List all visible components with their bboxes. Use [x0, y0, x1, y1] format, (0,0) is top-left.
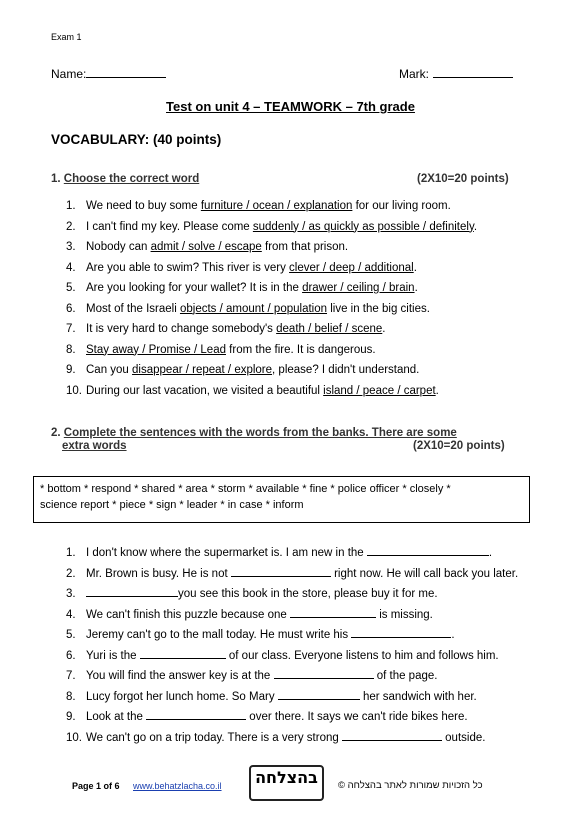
item-text-before: During our last vacation, we visited a beautiful — [86, 384, 324, 397]
word-bank — [33, 476, 530, 523]
list-item — [66, 280, 477, 301]
section2-list — [66, 543, 518, 748]
section1-points: (2X10=20 points) — [417, 173, 509, 185]
section1-title — [51, 173, 199, 185]
site-logo — [249, 765, 324, 801]
item-text-after: outside. — [441, 731, 486, 744]
answer-blank[interactable] — [278, 687, 360, 700]
item-number: 3. — [66, 588, 76, 600]
section2-title-line1: Complete the sentences with the words from the banks. There are some — [63, 427, 457, 439]
item-text-after: of our class. Everyone listens to him and follows him. — [225, 649, 499, 662]
list-item — [66, 198, 477, 219]
mark-field — [399, 66, 513, 81]
section2-number: 2. — [51, 427, 61, 439]
item-number: 4. — [66, 608, 76, 621]
item-text-before: Nobody can — [86, 241, 151, 253]
word-options[interactable]: clever / deep / additional — [289, 261, 414, 274]
list-item — [66, 362, 477, 383]
list-item — [66, 728, 518, 749]
item-text-before: Are you looking for your wallet? It is in the — [86, 282, 303, 294]
item-text-before: We can't go on a trip today. There is a very strong — [86, 731, 342, 744]
item-number: 7. — [66, 670, 76, 682]
item-text-after: from the fire. It is dangerous. — [225, 343, 376, 356]
list-item — [66, 707, 518, 728]
section2-title-line2: extra words — [62, 440, 127, 452]
item-number: 1. — [66, 547, 76, 559]
item-text-after: over there. It says we can't ride bikes here. — [246, 711, 468, 723]
item-number: 5. — [66, 282, 76, 294]
answer-blank[interactable] — [146, 707, 246, 720]
list-item — [66, 646, 518, 667]
item-text-before: Most of the Israeli — [86, 302, 180, 315]
item-text-before: We need to buy some — [86, 200, 201, 212]
item-text-after: . — [451, 629, 455, 641]
item-text-before: Mr. Brown is busy. He is not — [86, 567, 231, 580]
list-item — [66, 301, 477, 322]
answer-blank[interactable] — [342, 728, 442, 741]
item-text-after: from that prison. — [261, 241, 349, 253]
item-number: 2. — [66, 220, 76, 233]
item-text-after: of the page. — [373, 670, 438, 682]
list-item — [66, 687, 518, 708]
list-item — [66, 543, 518, 564]
item-number: 1. — [66, 200, 76, 212]
item-text-before: We can't finish this puzzle because one — [86, 608, 290, 621]
name-label: Name: — [51, 67, 87, 81]
item-number: 6. — [66, 302, 76, 315]
item-text-after: is missing. — [376, 608, 433, 621]
item-text-before: Can you — [86, 364, 133, 376]
item-text-after: . — [473, 220, 478, 233]
answer-blank[interactable] — [231, 564, 331, 577]
list-item — [66, 239, 477, 260]
list-item — [66, 383, 477, 404]
mark-blank — [433, 66, 513, 78]
copyright-notice: כל הזכויות שמורות לאתר בהצלחה © — [338, 780, 483, 791]
name-field — [51, 66, 166, 81]
item-text-after: . — [382, 323, 386, 335]
item-number: 9. — [66, 711, 76, 723]
item-number: 4. — [66, 261, 76, 274]
section1-number: 1. — [51, 173, 61, 185]
page-number: Page 1 of 6 — [72, 781, 120, 791]
word-bank-line1: * bottom * respond * shared * area * storm * available * fine * police officer * closely * — [40, 483, 451, 495]
item-number: 3. — [66, 241, 76, 253]
item-text-after: for our living room. — [352, 200, 451, 212]
word-options[interactable]: Stay away / Promise / Lead — [86, 343, 226, 356]
answer-blank[interactable] — [367, 543, 489, 556]
section2-title — [51, 427, 457, 453]
item-text-before: Are you able to swim? This river is very — [86, 261, 290, 274]
word-options[interactable]: furniture / ocean / explanation — [200, 200, 353, 212]
section1-list — [66, 198, 477, 403]
answer-blank[interactable] — [86, 584, 178, 597]
item-number: 9. — [66, 364, 76, 376]
word-options[interactable]: suddenly / as quickly as possible / definitely — [252, 220, 474, 233]
list-item — [66, 584, 518, 605]
list-item — [66, 605, 518, 626]
item-text-before: It is very hard to change somebody's — [86, 323, 277, 335]
exam-label: Exam 1 — [51, 32, 82, 42]
logo-underline — [251, 789, 322, 795]
item-text-after: . — [488, 547, 493, 559]
word-options[interactable]: disappear / repeat / explore — [132, 364, 273, 376]
item-text-after: you see this book in the store, please buy it for me. — [178, 588, 438, 600]
vocabulary-heading: VOCABULARY: (40 points) — [51, 132, 222, 147]
item-text-before: Jeremy can't go to the mall today. He must write his — [86, 629, 352, 641]
item-text-before: I can't find my key. Please come — [86, 220, 253, 233]
list-item — [66, 321, 477, 342]
item-number: 7. — [66, 323, 76, 335]
item-text-after: right now. He will call back you later. — [330, 567, 519, 580]
item-number: 6. — [66, 649, 76, 662]
list-item — [66, 342, 477, 363]
answer-blank[interactable] — [351, 625, 451, 638]
item-text-before: Lucy forgot her lunch home. So Mary — [86, 690, 278, 703]
item-text-after: . — [414, 282, 418, 294]
word-options[interactable]: drawer / ceiling / brain — [302, 282, 415, 294]
item-number: 8. — [66, 343, 76, 356]
item-number: 10. — [66, 384, 82, 397]
list-item — [66, 564, 518, 585]
site-link[interactable]: www.behatzlacha.co.il — [133, 781, 222, 791]
answer-blank[interactable] — [274, 666, 374, 679]
item-number: 2. — [66, 567, 76, 580]
item-text-after: . — [413, 261, 417, 274]
page-title: Test on unit 4 – TEAMWORK – 7th grade — [166, 99, 415, 114]
word-options[interactable]: death / belief / scene — [276, 323, 383, 335]
word-options[interactable]: objects / amount / population — [179, 302, 328, 315]
item-number: 5. — [66, 629, 76, 641]
answer-blank[interactable] — [290, 605, 376, 618]
item-text-before: Look at the — [86, 711, 147, 723]
logo-text: בהצלחה — [255, 768, 318, 787]
item-text-after: , please? I didn't understand. — [272, 364, 420, 376]
section2-points: (2X10=20 points) — [413, 440, 505, 452]
item-text-after: live in the big cities. — [327, 302, 430, 315]
item-number: 8. — [66, 690, 76, 703]
item-text-after: . — [435, 384, 439, 397]
word-bank-line2: science report * piece * sign * leader * in case * inform — [40, 499, 304, 511]
list-item — [66, 625, 518, 646]
list-item — [66, 219, 477, 240]
item-text-before: Yuri is the — [86, 649, 140, 662]
section1-title-text: Choose the correct word — [63, 173, 200, 185]
item-text-before: I don't know where the supermarket is. I am new in the — [86, 547, 367, 559]
word-options[interactable]: island / peace / carpet — [323, 384, 436, 397]
word-options[interactable]: admit / solve / escape — [150, 241, 262, 253]
list-item — [66, 666, 518, 687]
list-item — [66, 260, 477, 281]
name-blank — [86, 66, 166, 78]
item-number: 10. — [66, 731, 82, 744]
answer-blank[interactable] — [140, 646, 226, 659]
item-text-before: You will find the answer key is at the — [86, 670, 274, 682]
mark-label: Mark: — [399, 67, 429, 81]
item-text-after: her sandwich with her. — [359, 690, 477, 703]
